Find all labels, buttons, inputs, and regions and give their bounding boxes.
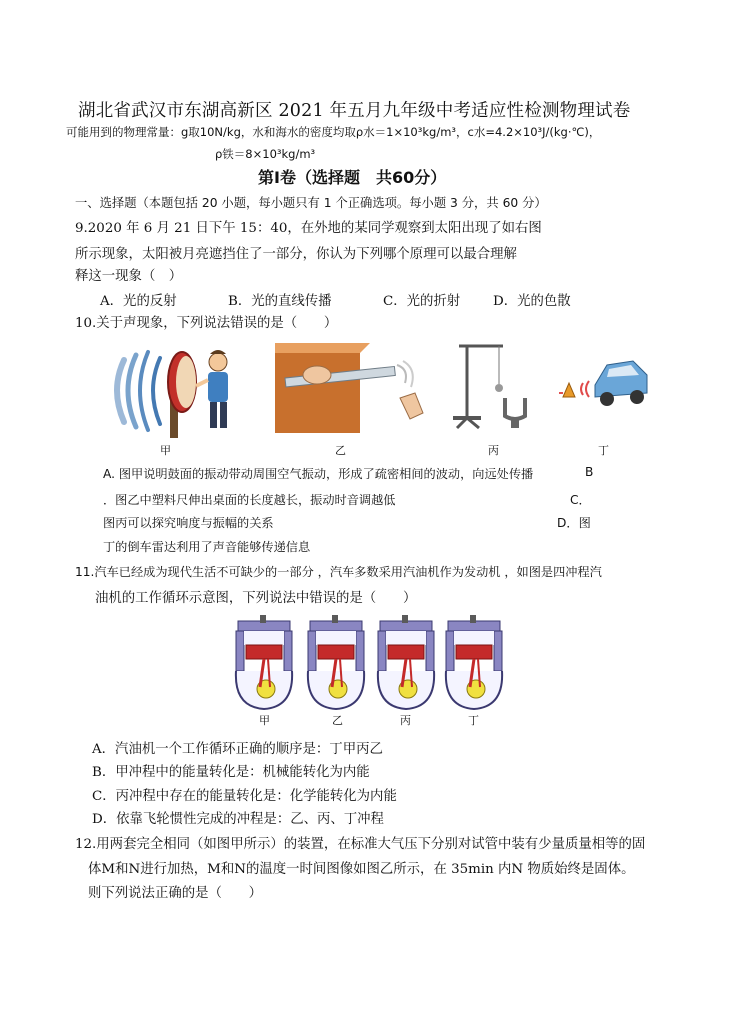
q10-stem: 10.关于声现象，下列说法错误的是（ ） xyxy=(75,316,338,331)
tuning-fork xyxy=(505,398,525,419)
q11-fig-label-ding: 丁 xyxy=(468,714,479,727)
q9-line2: 所示现象，太阳被月亮遮挡住了一部分，你认为下列哪个原理可以最合理解 xyxy=(75,247,517,262)
q9-line1: 9.2020 年 6 月 21 日下午 15：40，在外地的某同学观察到太阳出现了如右图 xyxy=(75,221,542,236)
q10-fig-label-bing: 丙 xyxy=(488,444,499,457)
child-figure xyxy=(196,350,228,428)
q10-option-b: ．图乙中塑料尺伸出桌面的长度越长，振动时音调越低 xyxy=(103,493,396,507)
q10-option-a: A. 图甲说明鼓面的振动带动周围空气振动，形成了疏密相间的波动，向远处传播 xyxy=(103,467,534,481)
engine-stroke-jia xyxy=(236,615,292,709)
q10-option-c-marker: C． xyxy=(570,493,591,507)
table xyxy=(275,343,360,433)
traffic-cone xyxy=(563,383,575,397)
q10-fig-label-yi: 乙 xyxy=(335,444,346,457)
exam-title: 湖北省武汉市东湖高新区 2021 年五月九年级中考适应性检测物理试卷 xyxy=(78,101,631,121)
q11-line1: 11.汽车已经成为现代生活不可缺少的一部分 ，汽车多数采用汽油机作为发动机 ，如图是四冲程汽 xyxy=(75,565,602,579)
q11-option-c: C．丙冲程中存在的能量转化是：化学能转化为内能 xyxy=(92,789,397,804)
finger xyxy=(400,393,423,419)
q11-option-b: B．甲冲程中的能量转化是：机械能转化为内能 xyxy=(92,765,370,780)
q11-option-d: D．依靠飞轮惯性完成的冲程是：乙、丙、丁冲程 xyxy=(92,812,384,827)
drum xyxy=(168,352,196,438)
sound-waves xyxy=(117,352,160,430)
section-instruction: 一、选择题（本题包括 20 小题，每小题只有 1 个正确选项。每小题 3 分，共 60 分） xyxy=(75,196,547,210)
q11-fig-label-bing: 丙 xyxy=(400,714,411,727)
drum-figure xyxy=(100,340,240,440)
q12-line2: 体M和N进行加热，M和N的温度一时间图像如图乙所示，在 35min 内N 物质始终是固体。 xyxy=(88,862,635,877)
section-title: 第Ⅰ卷（选择题 共60分） xyxy=(258,168,447,187)
q9-option-a: A．光的反射 xyxy=(100,294,177,309)
q11-fig-label-yi: 乙 xyxy=(332,714,343,727)
q9-option-c: C．光的折射 xyxy=(383,294,461,309)
q9-line3: 释这一现象（ ） xyxy=(75,269,183,284)
engine-stroke-bing xyxy=(378,615,434,709)
pendulum-ball xyxy=(495,384,503,392)
q9-option-d: D．光的色散 xyxy=(493,294,571,309)
engine-stroke-yi xyxy=(308,615,364,709)
tuning-fork-figure xyxy=(445,336,535,431)
q10-option-c: 图丙可以探究响度与振幅的关系 xyxy=(103,516,274,530)
car-radar-figure xyxy=(555,353,650,413)
q12-line1: 12.用两套完全相同（如图甲所示）的装置，在标准大气压下分别对试管中装有少量质量相等的固 xyxy=(75,837,646,852)
q10-option-d: 丁的倒车雷达利用了声音能够传递信息 xyxy=(103,540,311,554)
q11-option-a: A．汽油机一个工作循环正确的顺序是：丁甲丙乙 xyxy=(92,742,383,757)
q9-option-b: B．光的直线传播 xyxy=(228,294,332,309)
q10-option-b-marker: B xyxy=(585,465,594,479)
q10-fig-label-jia: 甲 xyxy=(160,444,171,457)
q11-fig-label-jia: 甲 xyxy=(259,714,270,727)
ruler-on-table-figure xyxy=(275,343,425,433)
q11-line2: 油机的工作循环示意图，下列说法中错误的是（ ） xyxy=(95,591,417,606)
four-stroke-engine-figure xyxy=(232,615,507,710)
engine-stroke-ding xyxy=(446,615,502,709)
q10-fig-label-ding: 丁 xyxy=(598,444,609,457)
q12-line3: 则下列说法正确的是（ ） xyxy=(88,886,263,901)
physical-constants-line1: 可能用到的物理常量：g取10N/kg，水和海水的密度均取ρ水＝1×10³kg/m³，c水=4.2×10³J/(kg·℃)， xyxy=(66,125,601,139)
physical-constants-line2: ρ铁＝8×10³kg/m³ xyxy=(215,147,316,161)
q10-option-d-marker: D．图 xyxy=(557,516,591,530)
